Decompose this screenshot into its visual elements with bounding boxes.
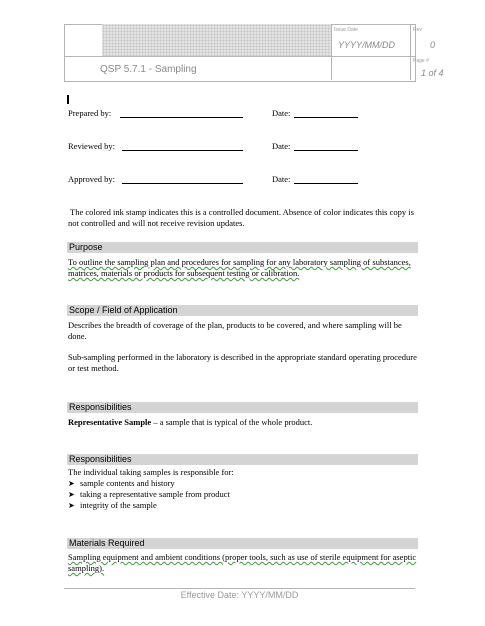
approved-date-field[interactable] — [294, 183, 358, 184]
approved-by-field[interactable] — [122, 183, 243, 184]
materials-text: Sampling equipment and ambient conditions (proper tools, such as use of sterile equipment for aseptic sampling). — [68, 552, 417, 573]
prepared-date-field[interactable] — [294, 117, 358, 118]
controlled-document-note: The colored ink stamp indicates this is a controlled document. Absence of color indicates this copy is not controlled and will not receive revision updates. — [68, 207, 414, 228]
section-heading-responsibilities: Responsibilities — [67, 454, 418, 465]
document-title: QSP 5.7.1 - Sampling — [100, 64, 197, 75]
approved-date-label: Date: — [272, 174, 291, 184]
section-heading-responsibilities: Responsibilities — [67, 402, 418, 413]
header-divider — [64, 56, 415, 57]
representative-sample-definition — [68, 417, 418, 428]
logo-placeholder — [102, 24, 331, 56]
scope-text-2: Sub-sampling performed in the laboratory is described in the appropriate standard operating procedure or test method. — [68, 352, 417, 373]
section-heading-purpose: Purpose — [67, 242, 418, 253]
purpose-text: To outline the sampling plan and procedures for sampling for any laboratory sampling of substances, matrices, materials or products for subsequent testing or calibration. — [68, 257, 411, 278]
list-item: ➤ integrity of the sample — [68, 500, 157, 510]
prepared-by-field[interactable] — [120, 117, 243, 118]
reviewed-date-field[interactable] — [294, 150, 358, 151]
definition-term: Representative Sample — [68, 417, 152, 427]
scope-text-1: Describes the breadth of coverage of the plan, products to be covered, and where sampling will be done. — [68, 320, 402, 341]
rev-value: 0 — [430, 40, 436, 50]
text-cursor — [67, 95, 69, 104]
page-number: 1 of 4 — [421, 68, 444, 78]
section-heading-materials: Materials Required — [67, 538, 418, 549]
prepared-date-label: Date: — [272, 108, 291, 118]
header-divider — [331, 24, 332, 80]
rev-label: Rev — [413, 27, 422, 33]
approved-by-label: Approved by: — [68, 174, 115, 184]
responsibilities-intro: The individual taking samples is responsible for: — [68, 467, 234, 477]
definition-text: – a sample that is typical of the whole product. — [151, 417, 313, 427]
reviewed-date-label: Date: — [272, 141, 291, 151]
header-divider — [410, 24, 411, 80]
arrow-bullet-icon: ➤ — [68, 490, 75, 499]
footer-divider — [64, 588, 415, 589]
arrow-bullet-icon: ➤ — [68, 479, 75, 488]
list-item: ➤ taking a representative sample from product — [68, 489, 230, 499]
issue-date-value: YYYY/MM/DD — [338, 40, 396, 50]
effective-date: Effective Date: YYYY/MM/DD — [180, 590, 299, 600]
issue-date-label: Issue Date — [334, 27, 358, 33]
reviewed-by-label: Reviewed by: — [68, 141, 115, 151]
list-item: ➤ sample contents and history — [68, 478, 175, 488]
page-label: Page # — [413, 58, 429, 64]
prepared-by-label: Prepared by: — [68, 108, 112, 118]
reviewed-by-field[interactable] — [122, 150, 243, 151]
section-heading-scope: Scope / Field of Application — [67, 305, 418, 316]
arrow-bullet-icon: ➤ — [68, 501, 75, 510]
responsibilities-list — [68, 478, 230, 511]
